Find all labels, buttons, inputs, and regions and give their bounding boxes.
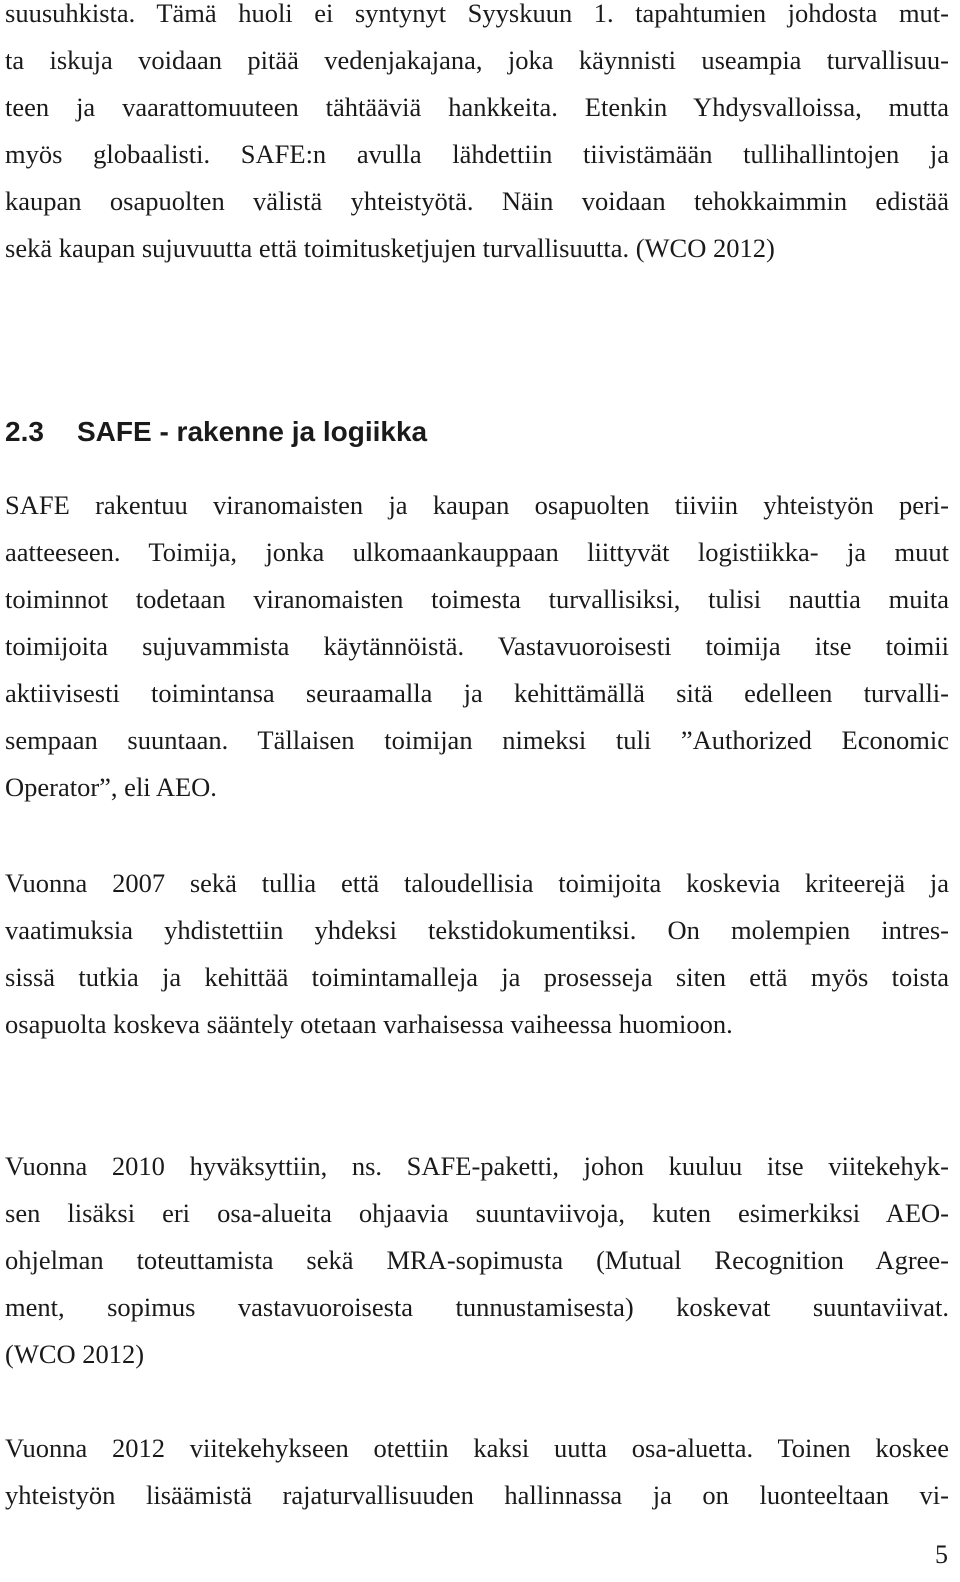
text-line: SAFE rakentuu viranomaisten ja kaupan osapuolten tiiviin yhteistyön peri- (5, 490, 949, 520)
text-line: kaupan osapuolten välistä yhteistyötä. Näin voidaan tehokkaimmin edistää (5, 186, 949, 216)
section-title: SAFE - rakenne ja logiikka (77, 416, 428, 447)
text-line: vaatimuksia yhdistettiin yhdeksi tekstidokumentiksi. On molempien intres- (5, 915, 949, 945)
text-line: myös globaalisti. SAFE:n avulla lähdettiin tiivistämään tullihallintojen ja (5, 139, 949, 169)
text-line: (WCO 2012) (5, 1339, 145, 1369)
text-line: Vuonna 2007 sekä tullia että taloudellisia toimijoita koskevia kriteerejä ja (5, 868, 949, 898)
paragraph-3 (5, 860, 949, 1048)
text-line: ta iskuja voidaan pitää vedenjakajana, joka käynnisti useampia turvallisuu- (5, 45, 949, 75)
text-line: aktiivisesti toimintansa seuraamalla ja kehittämällä sitä edelleen turvalli- (5, 678, 949, 708)
text-line: Vuonna 2010 hyväksyttiin, ns. SAFE-paketti, johon kuuluu itse viitekehyk- (5, 1151, 949, 1181)
page-number: 5 (935, 1540, 948, 1569)
text-line: toimijoita sujuvammista käytännöistä. Vastavuoroisesti toimija itse toimii (5, 631, 949, 661)
text-line: ment, sopimus vastavuoroisesta tunnustamisesta) koskevat suuntaviivat. (5, 1292, 949, 1322)
text-line: osapuolta koskeva sääntely otetaan varhaisessa vaiheessa huomioon. (5, 1009, 733, 1039)
section-number: 2.3 (5, 416, 44, 447)
text-line: ohjelman toteuttamista sekä MRA-sopimusta (Mutual Recognition Agree- (5, 1245, 949, 1275)
text-line: sen lisäksi eri osa-alueita ohjaavia suuntaviivoja, kuten esimerkiksi AEO- (5, 1198, 949, 1228)
text-line: sempaan suuntaan. Tällaisen toimijan nimeksi tuli ”Authorized Economic (5, 725, 949, 755)
text-line: aatteeseen. Toimija, jonka ulkomaankauppaan liittyvät logistiikka- ja muut (5, 537, 949, 567)
section-heading (5, 412, 427, 452)
text-line: sekä kaupan sujuvuutta että toimitusketjujen turvallisuutta. (WCO 2012) (5, 233, 775, 263)
paragraph-2 (5, 482, 949, 811)
text-line: toiminnot todetaan viranomaisten toimesta turvallisiksi, tulisi nauttia muita (5, 584, 949, 614)
paragraph-1 (5, 0, 949, 272)
paragraph-4 (5, 1143, 949, 1378)
text-line: yhteistyön lisäämistä rajaturvallisuuden hallinnassa ja on luonteeltaan vi- (5, 1480, 949, 1510)
text-line: Vuonna 2012 viitekehykseen otettiin kaksi uutta osa-aluetta. Toinen koskee (5, 1433, 949, 1463)
text-line: sissä tutkia ja kehittää toimintamalleja ja prosesseja siten että myös toista (5, 962, 949, 992)
text-line: teen ja vaarattomuuteen tähtääviä hankkeita. Etenkin Yhdysvalloissa, mutta (5, 92, 949, 122)
text-line: Operator”, eli AEO. (5, 772, 217, 802)
text-line: suusuhkista. Tämä huoli ei syntynyt Syyskuun 1. tapahtumien johdosta mut- (5, 0, 949, 28)
paragraph-5 (5, 1425, 949, 1519)
